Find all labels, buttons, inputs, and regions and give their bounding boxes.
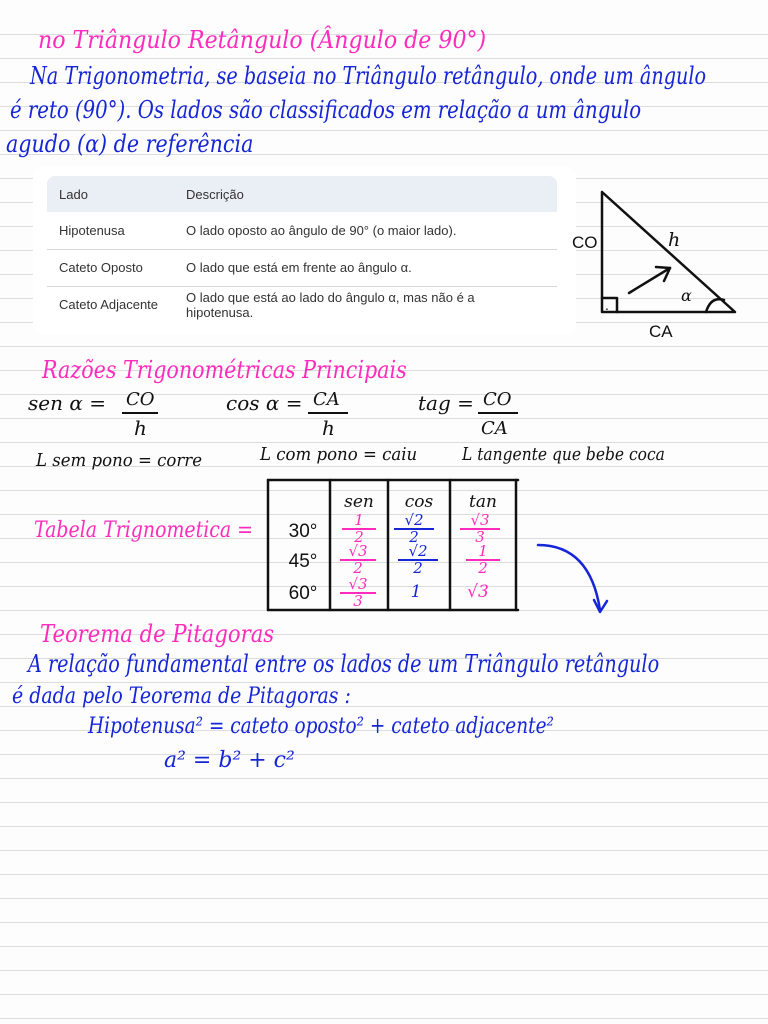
fraction-numerator: √2 (398, 544, 438, 561)
trig-value-tan-30 (460, 513, 500, 545)
table-cell-lado: Cateto Oposto (59, 260, 143, 275)
cos-fraction-bar (308, 412, 348, 414)
trig-value-cos-45 (398, 544, 438, 576)
mnemonic-sen: L sem pono = corre (36, 450, 203, 471)
tag-denominator: CA (481, 418, 508, 439)
fraction-numerator: √2 (394, 513, 434, 530)
trig-header-tan: tan (469, 492, 497, 512)
reference-table (33, 166, 576, 334)
mnemonic-cos: L com pono = caiu (260, 444, 418, 465)
tag-fraction-bar (478, 412, 518, 414)
trig-table-label: Tabela Trignometica = (34, 518, 254, 543)
table-cell-lado: Cateto Adjacente (59, 297, 159, 313)
intro-line-2: é reto (90°). Os lados são classificados em relação a um ângulo (10, 96, 642, 124)
trig-value-cos-30 (394, 513, 434, 545)
tag-label: tag = (418, 391, 474, 415)
table-header-lado: Lado (59, 186, 88, 202)
trig-angle-30: 30° (288, 521, 318, 542)
fraction-denominator: 2 (413, 559, 423, 577)
sen-denominator: h (134, 416, 147, 440)
right-angle-mark (602, 298, 617, 312)
fraction-numerator: √3 (460, 513, 500, 530)
fraction-denominator: 3 (353, 592, 363, 610)
triangle-label-h: h (668, 229, 681, 251)
pythagoras-line-2: é dada pelo Teorema de Pitagoras : (12, 684, 351, 709)
trig-value-cos-60: 1 (410, 582, 422, 602)
trig-header-sen: sen (344, 492, 374, 512)
table-cell-descricao: O lado oposto ao ângulo de 90° (o maior lado). (186, 222, 457, 238)
tag-numerator: CO (483, 389, 512, 410)
cos-denominator: h (322, 416, 335, 440)
arrow-head (656, 267, 670, 281)
angle-arc (706, 299, 724, 312)
trig-value-tan-60: √3 (467, 582, 489, 602)
trig-value-sen-30 (342, 513, 376, 545)
pythagoras-formula-words: Hipotenusa² = cateto oposto² + cateto adjacente² (88, 714, 554, 739)
trig-value-sen-45 (340, 544, 376, 576)
ratios-heading: Razões Trigonométricas Principais (42, 356, 407, 384)
triangle-label-ca: CA (649, 322, 673, 341)
fraction-numerator: 1 (342, 513, 376, 530)
fraction-denominator: 2 (409, 528, 419, 546)
trig-header-cos: cos (404, 492, 434, 512)
table-cell-descricao: O lado que está em frente ao ângulo α. (186, 260, 412, 275)
triangle-label-co: CO (572, 233, 598, 252)
trig-angle-60: 60° (288, 583, 318, 604)
fraction-denominator: 2 (353, 559, 363, 577)
table-row (47, 212, 557, 249)
triangle-outline (602, 192, 735, 312)
mnemonic-tan: L tangente que bebe coca (462, 444, 665, 465)
pythagoras-line-1: A relação fundamental entre os lados de um Triângulo retângulo (28, 650, 660, 678)
page-title: no Triângulo Retângulo (Ângulo de 90°) (38, 26, 487, 54)
cos-numerator: CA (313, 389, 340, 410)
arrow-line (629, 268, 670, 293)
sen-fraction-bar (122, 412, 158, 414)
triangle-label-alpha: α (681, 286, 692, 305)
fraction-numerator: √3 (340, 577, 376, 594)
table-row (47, 249, 557, 286)
trig-value-sen-60 (340, 577, 376, 609)
trig-value-tan-45 (466, 544, 500, 576)
sen-label: sen α = (28, 391, 106, 415)
intro-line-1: Na Trigonometria, se baseia no Triângulo retângulo, onde um ângulo (30, 62, 707, 90)
fraction-denominator: 2 (478, 559, 488, 577)
trig-angle-45: 45° (288, 551, 318, 572)
fraction-numerator: 1 (466, 544, 500, 561)
table-cell-descricao: O lado que está ao lado do ângulo α, mas não é a hipotenusa. (186, 289, 475, 320)
table-header-row (47, 176, 557, 212)
table-cell-lado: Hipotenusa (59, 222, 125, 238)
intro-line-3: agudo (α) de referência (6, 130, 254, 158)
sen-numerator: CO (126, 389, 155, 410)
table-header-descricao: Descrição (186, 186, 244, 202)
pythagoras-heading: Teorema de Pitagoras (40, 620, 275, 648)
pythagoras-formula-symbols: a² = b² + c² (164, 748, 295, 773)
right-angle-dot: . (605, 297, 609, 313)
fraction-denominator: 2 (354, 528, 364, 546)
table-row (47, 286, 557, 323)
fraction-numerator: √3 (340, 544, 376, 561)
fraction-denominator: 3 (475, 528, 485, 546)
cos-label: cos α = (226, 391, 303, 415)
